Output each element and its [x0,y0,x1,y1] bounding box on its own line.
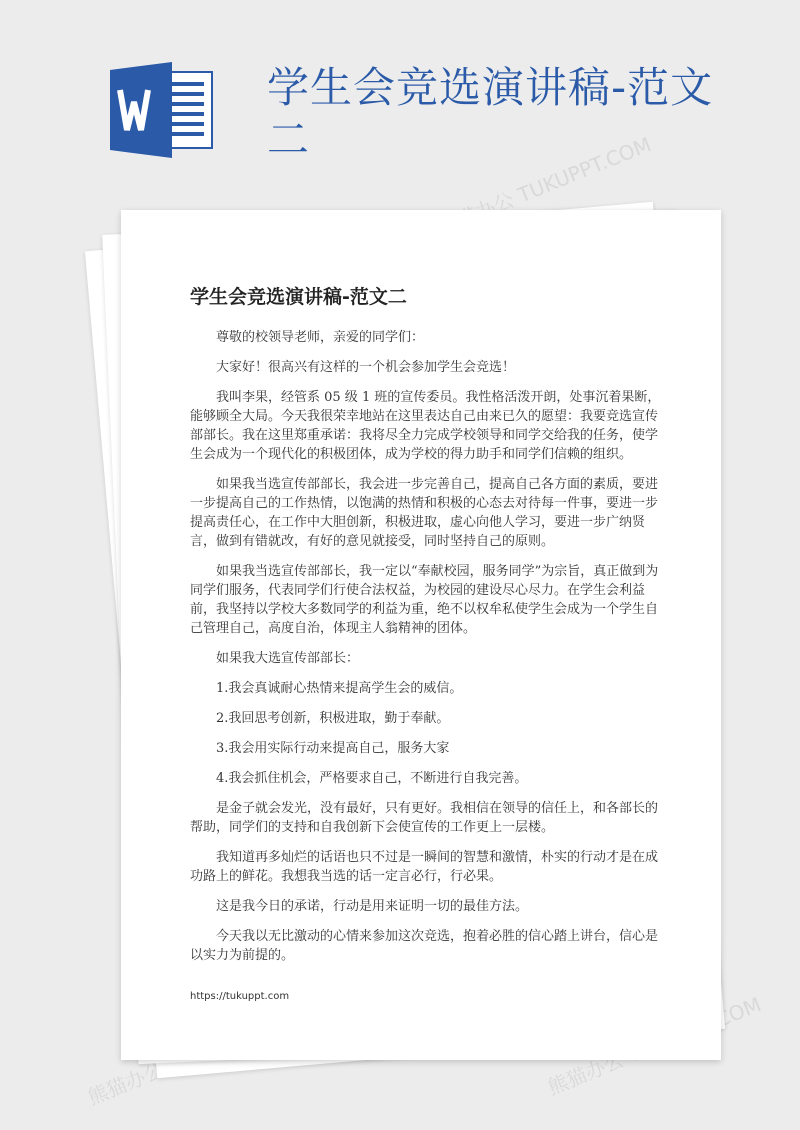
paragraph: 如果我当选宣传部部长，我一定以“奉献校园，服务同学”为宗旨，真正做到为同学们服务，代表同学们行使合法权益，为校园的建设尽心尽力。在学生会利益前，我坚持以学校大多数同学的利益为重，绝不以权牟私使学生会成为一个学生自己管理自己，高度自治，体现主人翁精神的团体。 [190,564,659,636]
paragraph: 大家好！很高兴有这样的一个机会参加学生会竞选！ [216,360,516,375]
watermark-text: 熊猫办公 [544,1047,628,1100]
document-heading: 学生会竞选演讲稿-范文二 [267,63,714,164]
list-item: 3.我会用实际行动来提高自己，服务大家 [216,741,450,756]
paragraph: 尊敬的校领导老师，亲爱的同学们： [216,330,425,345]
paragraph: 如果我大选宣传部部长： [216,651,360,666]
paragraph: 如果我当选宣传部部长，我会进一步完善自己，提高自己各方面的素质，要进一步提高自己的工作热情，以饱满的热情和积极的心态去对待每一件事，要进一步提高责任心，在工作中大胆创新，积极进取，虚心向他人学习，要进一步广纳贤言，做到有错就改，有好的意见就接受，同时坚持自己的原则。 [190,477,659,549]
watermark-text: 熊猫办公 TUKUPPT.COM [434,132,655,240]
word-document-icon [110,62,215,158]
list-item: 2.我回思考创新，积极进取，勤于奉献。 [216,711,450,726]
paragraph: 我知道再多灿烂的话语也只不过是一瞬间的智慧和激情，朴实的行动才是在成功路上的鲜花。我想我当选的话一定言必行，行必果。 [190,850,659,884]
page-title: 学生会竞选演讲稿-范文二 [190,286,407,308]
paragraph: 今天我以无比激动的心情来参加这次竞选，抱着必胜的信心踏上讲台，信心是以实力为前提的。 [190,929,659,963]
document-body [190,328,670,976]
footer-link[interactable]: https://tukuppt.com [190,991,290,1002]
list-item: 4.我会抓住机会，严格要求自己，不断进行自我完善。 [216,771,528,786]
list-item: 1.我会真诚耐心热情来提高学生会的威信。 [216,681,463,696]
paragraph: 这是我今日的承诺，行动是用来证明一切的最佳方法。 [216,899,529,914]
watermark-text: 熊猫办公 [84,1057,168,1110]
paragraph: 我叫李果，经管系 05 级 1 班的宣传委员。我性格活泼开朗，处事沉着果断，能够顾全大局。今天我很荣幸地站在这里表达自己由来已久的愿望：我要竞选宣传部部长。我在这里郑重承诺：我将尽全力完成学校领导和同学交给我的任务，使学生会成为一个现代化的积极团体，成为学校的得力助手和同学们信赖的组织。 [190,390,661,462]
header [0,0,800,200]
paragraph: 是金子就会发光，没有最好，只有更好。我相信在领导的信任上，和各部长的帮助，同学们的支持和自我创新下会使宣传的工作更上一层楼。 [190,801,659,835]
